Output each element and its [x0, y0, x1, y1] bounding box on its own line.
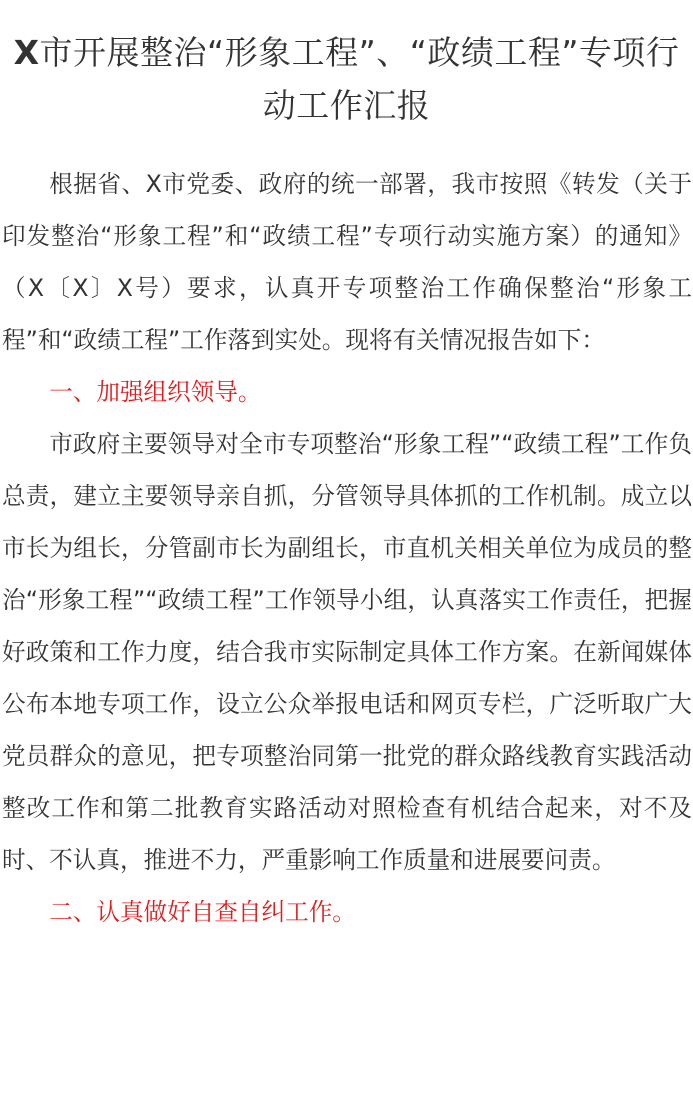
section-heading-2: 二、认真做好自查自纠工作。: [49, 898, 356, 926]
title-text: 市开展整治“形象工程”、“政绩工程”专项行动工作汇报: [39, 33, 680, 125]
title-lead: X: [13, 33, 40, 72]
section-heading-1: 一、加强组织领导。: [49, 378, 262, 406]
document-body: [2, 158, 692, 938]
document-title: [0, 26, 693, 132]
section-1-paragraph: 市政府主要领导对全市专项整治“形象工程”“政绩工程”工作负总责，建立主要领导亲自抓，分管领导具体抓的工作机制。成立以市长为组长，分管副市长为副组长，市直机关相关单位为成员的整治“形象工程”“政绩工程”工作领导小组，认真落实工作责任，把握好政策和工作力度，结合我市实际制定具体工作方案。在新闻媒体公布本地专项工作，设立公众举报电话和网页专栏，广泛听取广大党员群众的意见，把专项整治同第一批党的群众路线教育实践活动整改工作和第二批教育实路活动对照检查有机结合起来，对不及时、不认真，推进不力，严重影响工作质量和进展要问责。: [2, 430, 692, 874]
intro-paragraph: 根据省、X市党委、政府的统一部署，我市按照《转发（关于印发整治“形象工程”和“政绩工程”专项行动实施方案）的通知》（X〔X〕X号）要求，认真开专项整治工作确保整治“形象工程”和“政绩工程”工作落到实处。现将有关情况报告如下：: [2, 170, 692, 354]
